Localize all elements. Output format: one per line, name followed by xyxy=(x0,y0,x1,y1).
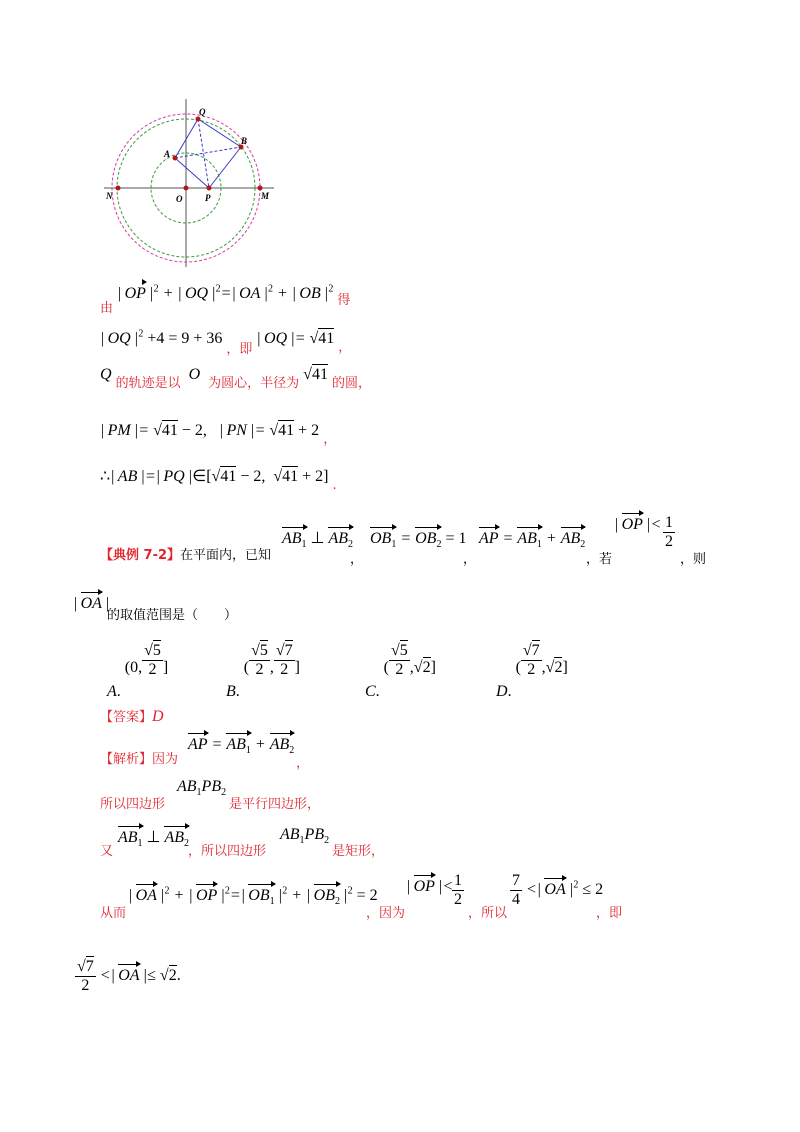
label-P: P xyxy=(205,193,211,203)
analysis-math-1: AP = $AB_1 + AB_2$ xyxy=(188,733,294,756)
label-O: O xyxy=(176,194,183,204)
analysis-math-6: | OP |< xyxy=(406,875,453,896)
analysis-math-4: $AB_1PB_2$ xyxy=(280,826,330,847)
label-M: M xyxy=(261,191,270,201)
solution-line-3: Q 的轨迹是以 O 为圆心，半径为 √41 的圆， xyxy=(100,366,371,391)
analysis-conclusion: $\frac{√7}{2}$ <| OA |≤ √2. xyxy=(77,958,181,994)
solution-line-2: | OQ $|^2 +4 = 9 + 36$ $_{,即}$ | OQ |= √41 $_,$ xyxy=(100,328,352,357)
analysis-line-4: 从而 xyxy=(100,906,127,921)
math-oa: | OA | xyxy=(73,592,110,613)
point-A xyxy=(173,156,178,161)
segment-PA xyxy=(175,158,209,188)
math-ap: AP = $AB_1 + AB_2$ xyxy=(479,527,585,550)
answer-line: 【答案】D xyxy=(100,708,164,725)
geometry-figure xyxy=(98,95,278,270)
solution-line-1: $_由$ | OP $|^2$ + | OQ $|^2=|$ OA $|^2$ + | OB $|^2$ $_得$ xyxy=(100,283,351,316)
option-c[interactable]: C. ( $\frac{√5}{2}$ ,√2] xyxy=(365,642,436,700)
option-b[interactable]: B. ( $\frac{√5}{2}$ , $\frac{√7}{2}$ ] xyxy=(226,642,300,700)
analysis-math-3: $AB_1$ ⊥ $AB_2$ xyxy=(118,826,189,849)
analysis-line-1: 【解析】因为 xyxy=(100,752,179,767)
analysis-math-2: $AB_1PB_2$ xyxy=(177,778,227,799)
math-perp: $AB_1$ ⊥ $AB_2$ xyxy=(282,527,353,550)
solution-line-4: | PM |= √41 − 2, | PN |= √41 + 2 $_,$ xyxy=(100,422,337,447)
math-half: $\frac{1}{2}$ xyxy=(665,514,673,550)
example-tag: 【典例 7-2】 xyxy=(100,548,181,563)
option-d[interactable]: D. ( $\frac{√7}{2}$ ,√2] xyxy=(496,642,568,700)
point-N xyxy=(116,186,121,191)
analysis-line-2: 所以四边形 xyxy=(100,797,166,812)
math-unit: $OB_1 = OB_2 = 1$ xyxy=(370,527,466,550)
example-heading: 【典例 7-2】在平面内，已知 xyxy=(100,548,272,563)
analysis-math-8: $\frac{7}{4}$ <| OA $|^2 \le 2$ xyxy=(512,872,604,908)
label-Q: Q xyxy=(199,107,206,117)
segment-AB xyxy=(175,147,241,158)
label-A: A xyxy=(164,149,171,159)
math-op: | OP |< xyxy=(614,513,661,534)
analysis-math-7: $\frac{1}{2}$ xyxy=(454,872,462,908)
point-M xyxy=(258,186,263,191)
analysis-line-3: 又 xyxy=(100,844,114,859)
segment-QB xyxy=(198,119,241,147)
label-N: N xyxy=(106,191,113,201)
solution-line-5: ∴| AB |=| PQ |∈[√41 − 2, √41 + 2] $_.$ xyxy=(100,468,337,493)
label-B: B xyxy=(241,136,248,146)
point-P xyxy=(207,186,212,191)
option-a[interactable]: A. (0, $\frac{√5}{2}$ ] xyxy=(107,642,169,700)
point-O xyxy=(184,186,189,191)
point-Q xyxy=(196,117,201,122)
analysis-math-5: | OA $|^2$ + | OP $|^2=|$ $OB_1$ $|^2$ + | $OB_2$ $|^2 = 2$ xyxy=(128,885,378,908)
